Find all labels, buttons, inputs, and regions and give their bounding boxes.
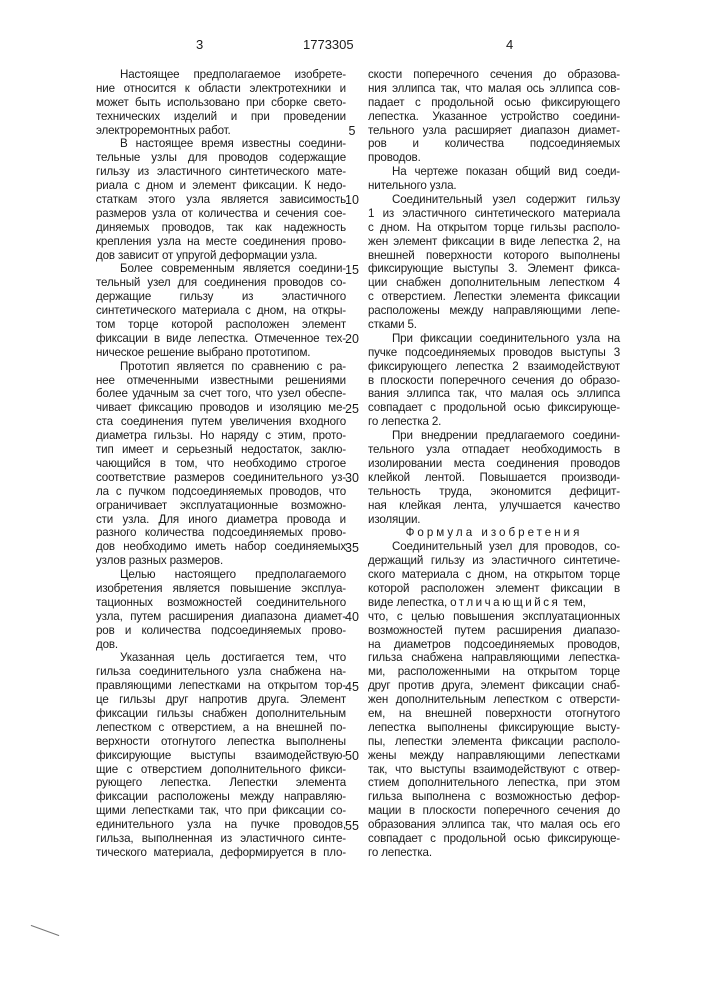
- text-line: клейкой лентой. Повышается производи-: [368, 471, 620, 485]
- text-line: узлов разных размеров.: [96, 554, 346, 568]
- text-line: держащие гильзу из эластичного: [96, 290, 346, 304]
- text-line: Формула изобретения: [368, 526, 620, 540]
- text-line: падает с продольной осью фиксирующего: [368, 96, 620, 110]
- text-line: ная клейкая лента, улучшается качество: [368, 499, 620, 513]
- section-heading: [368, 526, 620, 540]
- text-line: фиксации гильзы снабжен дополнительным: [96, 707, 346, 721]
- text-line: Настоящее предполагаемое изобрете-: [96, 68, 346, 82]
- text-line: При внедрении предлагаемого соедини-: [368, 429, 620, 443]
- page-number-left: 3: [196, 37, 203, 52]
- text-line: Соединительный узел для проводов, со-: [368, 540, 620, 554]
- line-number: 5: [343, 124, 361, 138]
- text-line: ние относится к области электротехники и: [96, 82, 346, 96]
- text-line: ров и количества подсоединяемых: [368, 137, 620, 151]
- text-line: лепестка выполнены фиксирующие высту-: [368, 721, 620, 735]
- scan-mark: [31, 925, 60, 936]
- text-line: которой расположен элемент фиксации в: [368, 582, 620, 596]
- text-line: технических изделий и при проведении: [96, 110, 346, 124]
- text-line: правляющими лепестками на открытом тор-: [96, 679, 346, 693]
- line-number: 25: [343, 402, 361, 416]
- text-line: На чертеже показан общий вид соеди-: [368, 165, 620, 179]
- text-line: с дном. На открытом торце гильзы располо-: [368, 221, 620, 235]
- text-line: чающийся в том, что необходимо строгое: [96, 457, 346, 471]
- text-line: в плоскости поперечного сечения до образо-: [368, 374, 620, 388]
- paragraph: [368, 540, 620, 859]
- text-line: Целью настоящего предполагаемого: [96, 568, 346, 582]
- text-line: фиксации расположены между направляю-: [96, 790, 346, 804]
- line-number: 40: [343, 610, 361, 624]
- text-line: тип имеет и серьезный недостаток, заклю-: [96, 443, 346, 457]
- text-line: с отверстием. Лепестки элемента фиксации: [368, 290, 620, 304]
- text-line: В настоящее время известны соедини-: [96, 137, 346, 151]
- text-line: так, что выступы взаимодействуют с отвер-: [368, 763, 620, 777]
- text-line: сти узла. Для иного диаметра провода и: [96, 513, 346, 527]
- line-number: 10: [343, 193, 361, 207]
- text-line: ста соединения путем увеличения входного: [96, 415, 346, 429]
- line-number: 30: [343, 471, 361, 485]
- text-line: что, с целью повышения эксплуатационных: [368, 610, 620, 624]
- text-line: фиксации в виде лепестка. Отмеченное тех-: [96, 332, 346, 346]
- text-line: Прототип является по сравнению с ра-: [96, 360, 346, 374]
- text-line: проводов.: [368, 151, 620, 165]
- page-number-right: 4: [506, 37, 513, 52]
- text-line: лепестка. Указанное устройство соедини-: [368, 110, 620, 124]
- text-line: Соединительный узел содержит гильзу: [368, 193, 620, 207]
- text-line: фиксирующего лепестка 2 взаимодействуют: [368, 360, 620, 374]
- text-line: образования эллипса так, что малая ось его: [368, 818, 620, 832]
- text-line: гильза соединительного узла снабжена на-: [96, 665, 346, 679]
- text-line: ции снабжен дополнительным лепестком 4: [368, 276, 620, 290]
- text-line: ского материала с дном, на открытом торце: [368, 568, 620, 582]
- right-column: [368, 68, 620, 860]
- line-number: 15: [343, 263, 361, 277]
- text-line: гильза, выполненная из эластичного синте-: [96, 832, 346, 846]
- text-line: тельность труда, экономится дефицит-: [368, 485, 620, 499]
- text-line: це гильзы друг напротив друга. Элемент: [96, 693, 346, 707]
- text-line: мации в плоскости поперечного сечения до: [368, 804, 620, 818]
- text-line: пучке подсоединяемых проводов выступы 3: [368, 346, 620, 360]
- text-line: друг против друга, элемент фиксации снаб-: [368, 679, 620, 693]
- text-line: изоляции.: [368, 513, 620, 527]
- text-line: гильза выполнена с возможностью дефор-: [368, 790, 620, 804]
- text-line: пы, лепестки элемента фиксации располо-: [368, 735, 620, 749]
- line-number: 55: [343, 819, 361, 833]
- text-line: синтетического материала с дном, на откры-: [96, 304, 346, 318]
- text-line: нее отмеченными известными решениями: [96, 374, 346, 388]
- text-line: внешней поверхности которого выполнены: [368, 249, 620, 263]
- text-line: лепестком с отверстием, а на внешней по-: [96, 721, 346, 735]
- text-line: может быть использовано при сборке свето-: [96, 96, 346, 110]
- text-line: го лепестка 2.: [368, 415, 620, 429]
- line-number: 50: [343, 749, 361, 763]
- paragraph: [96, 262, 346, 359]
- text-line: соответствие размеров соединительного уз-: [96, 471, 346, 485]
- text-line: фиксирующие выступы 3. Элемент фикса-: [368, 262, 620, 276]
- paragraph: [368, 193, 620, 332]
- text-line: более удачным за счет того, что узел обеспе-: [96, 387, 346, 401]
- text-line: узла, путем расширения диапазона диамет-: [96, 610, 346, 624]
- text-line: изобретения является повышение эксплуа-: [96, 582, 346, 596]
- line-number: 45: [343, 680, 361, 694]
- text-line: ла с пучком подсоединяемых проводов, что: [96, 485, 346, 499]
- text-line: стками 5.: [368, 318, 620, 332]
- paragraph: [96, 360, 346, 568]
- text-line: стием дополнительного лепестка, при этом: [368, 776, 620, 790]
- text-line: жены между направляющими лепестками: [368, 749, 620, 763]
- line-number: 35: [343, 541, 361, 555]
- text-line: тельного узла расширяет диапазон диамет-: [368, 124, 620, 138]
- paragraph: [368, 165, 620, 193]
- text-line: риала с дном и элемент фиксации. К недо-: [96, 179, 346, 193]
- paragraph: [96, 651, 346, 859]
- text-line: ния эллипса так, что малая ось эллипса сов-: [368, 82, 620, 96]
- text-line: единительного узла на пучке проводов,: [96, 818, 346, 832]
- text-line: совпадает с продольной осью фиксирующе-: [368, 832, 620, 846]
- text-line: Более современным является соедини-: [96, 262, 346, 276]
- paragraph: [96, 137, 346, 262]
- left-column: [96, 68, 346, 860]
- text-line: электроремонтных работ.: [96, 124, 346, 138]
- text-line: разного количества подсоединяемых прово-: [96, 526, 346, 540]
- text-line: статкам этого узла является зависимость: [96, 193, 346, 207]
- text-line: щими лепестками так, что при фиксации со-: [96, 804, 346, 818]
- text-line: ограничивает эксплуатационные возможно-: [96, 499, 346, 513]
- text-line: жен дополнительным лепестком с отверсти-: [368, 693, 620, 707]
- text-line: скости поперечного сечения до образова-: [368, 68, 620, 82]
- text-line: Указанная цель достигается тем, что: [96, 651, 346, 665]
- text-line: ническое решение выбрано прототипом.: [96, 346, 346, 360]
- text-line: дов.: [96, 638, 346, 652]
- text-line: ем, на внешней поверхности отогнутого: [368, 707, 620, 721]
- text-line: том торце которой расположен элемент: [96, 318, 346, 332]
- text-line: крепления узла на месте соединения прово-: [96, 235, 346, 249]
- text-line: изолировании места соединения проводов: [368, 457, 620, 471]
- text-line: нительного узла.: [368, 179, 620, 193]
- text-line: тационных возможностей соединительного: [96, 596, 346, 610]
- text-line: чивает фиксацию проводов и изоляцию ме-: [96, 401, 346, 415]
- paragraph: [96, 568, 346, 651]
- text-line: расположены между направляющими лепе-: [368, 304, 620, 318]
- text-line: возможностей путем расширения диапазо-: [368, 624, 620, 638]
- text-line: 1 из эластичного синтетического материала: [368, 207, 620, 221]
- text-line: ми, расположенными на открытом торце: [368, 665, 620, 679]
- text-line: вания эллипса так, что малая ось эллипса: [368, 387, 620, 401]
- text-line: держащий гильзу из эластичного синтетиче-: [368, 554, 620, 568]
- patent-number: 1773305: [303, 37, 354, 52]
- text-line: диняемых проводов, так как надежность: [96, 221, 346, 235]
- emphasized-word: отличающийся: [450, 596, 560, 609]
- text-line: тельного узла отпадает необходимость в: [368, 443, 620, 457]
- text-line: При фиксации соединительного узла на: [368, 332, 620, 346]
- text-line: диаметра гильзы. Но наряду с этим, прото-: [96, 429, 346, 443]
- text-line: совпадает с продольной осью фиксирующе-: [368, 401, 620, 415]
- text-line: рующего лепестка. Лепестки элемента: [96, 776, 346, 790]
- text-line: го лепестка.: [368, 846, 620, 860]
- text-line: гильзу из эластичного синтетического мате-: [96, 165, 346, 179]
- text-line: виде лепестка, отличающийся тем,: [368, 596, 620, 610]
- text-line: гильза снабжена направляющими лепестка-: [368, 651, 620, 665]
- text-line: верхности отогнутого лепестка выполнены: [96, 735, 346, 749]
- text-line: ров и количества подсоединяемых прово-: [96, 624, 346, 638]
- text-line: дов необходимо иметь набор соединяемых: [96, 540, 346, 554]
- text-line: на диаметров подсоединяемых проводов,: [368, 638, 620, 652]
- text-line: тельный узел для соединения проводов со-: [96, 276, 346, 290]
- paragraph: [368, 429, 620, 526]
- paragraph: [368, 68, 620, 165]
- text-line: размеров узла от количества и сечения сое-: [96, 207, 346, 221]
- text-line: фиксирующие выступы взаимодействую-: [96, 749, 346, 763]
- text-line: тельные узлы для проводов содержащие: [96, 151, 346, 165]
- text-line: щие с отверстием дополнительного фикси-: [96, 763, 346, 777]
- text-line: дов зависит от упругой деформации узла.: [96, 249, 346, 263]
- text-line: жен элемент фиксации в виде лепестка 2, на: [368, 235, 620, 249]
- paragraph: [368, 332, 620, 429]
- text-line: тического материала, деформируется в пло-: [96, 846, 346, 860]
- paragraph: [96, 68, 346, 137]
- line-number: 20: [343, 332, 361, 346]
